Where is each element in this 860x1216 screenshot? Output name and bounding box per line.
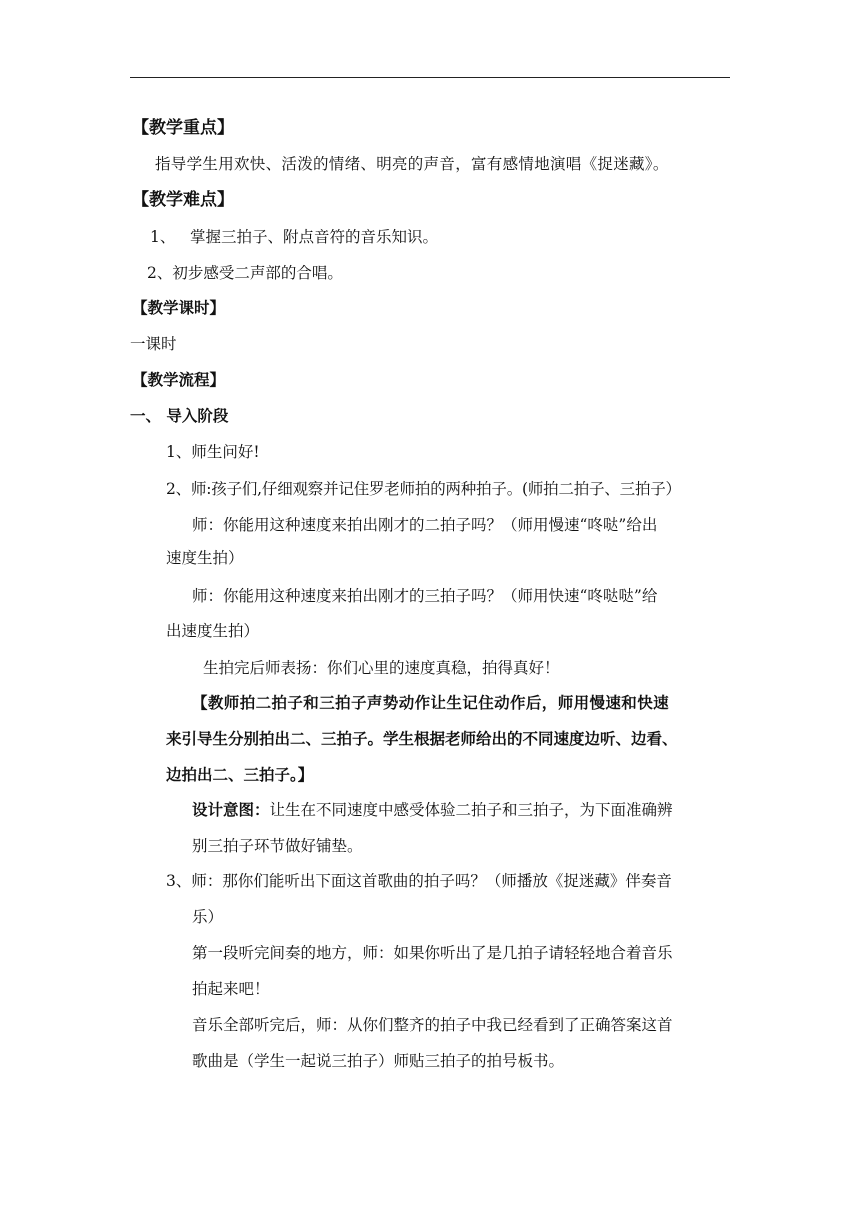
design-intent-line-2: 别三拍子环节做好铺垫。: [192, 837, 363, 855]
difficulty-item-2: 2、初步感受二声部的合唱。: [147, 264, 343, 282]
header-rule: [130, 77, 730, 78]
heading-teaching-focus: 【教学重点】: [132, 118, 234, 138]
heading-class-hours: 【教学课时】: [132, 298, 226, 317]
step-2-praise: 生拍完后师表扬：你们心里的速度真稳，拍得真好！: [203, 659, 560, 677]
step-3-line-1: 3、师：那你们能听出下面这首歌曲的拍子吗？（师播放《捉迷藏》伴奏音: [166, 872, 672, 890]
step-2-question-b-line-2: 出速度生拍）: [166, 622, 260, 640]
difficulty-item-1-number: 1、: [150, 228, 176, 246]
step-3-b-line-1: 音乐全部听完后，师：从你们整齐的拍子中我已经看到了正确答案这首: [192, 1016, 673, 1034]
step-2-question-b-line-1: 师：你能用这种速度来拍出刚才的三拍子吗？（师用快速“咚哒哒”给: [192, 587, 658, 605]
bold-note-line-3: 边拍出二、三拍子。】: [166, 765, 314, 784]
bold-note-line-1: 【教师拍二拍子和三拍子声势动作让生记住动作后，师用慢速和快速: [192, 693, 670, 712]
heading-teaching-process: 【教学流程】: [132, 370, 226, 389]
heading-teaching-difficulty: 【教学难点】: [132, 190, 234, 210]
class-hours-text: 一课时: [130, 335, 177, 353]
design-intent-text: 让生在不同速度中感受体验二拍子和三拍子，为下面准确辨: [269, 801, 673, 819]
step-3-a-line-1: 第一段听完间奏的地方，师：如果你听出了是几拍子请轻轻地合着音乐: [192, 944, 673, 962]
design-intent-line-1: [192, 800, 673, 820]
step-3-a-line-2: 拍起来吧！: [192, 980, 270, 998]
step-2-question-a-line-1: 师：你能用这种速度来拍出刚才的二拍子吗？（师用慢速“咚哒”给出: [192, 516, 658, 534]
step-2-question-a-line-2: 速度生拍）: [166, 549, 244, 567]
section-1-title: 一、 导入阶段: [130, 406, 229, 425]
step-2: 2、师:孩子们,仔细观察并记住罗老师拍的两种拍子。(师拍二拍子、三拍子）: [166, 480, 681, 498]
difficulty-item-1-text: 掌握三拍子、附点音符的音乐知识。: [190, 228, 439, 246]
bold-note-line-2: 来引导生分别拍出二、三拍子。学生根据老师给出的不同速度边听、边看、: [166, 729, 678, 748]
step-1: 1、师生问好!: [166, 443, 260, 461]
step-3-b-line-2: 歌曲是（学生一起说三拍子）师贴三拍子的拍号板书。: [192, 1052, 565, 1070]
teaching-focus-text: 指导学生用欢快、活泼的情绪、明亮的声音，富有感情地演唱《捉迷藏》。: [155, 155, 669, 173]
step-3-line-2: 乐）: [192, 908, 224, 926]
design-intent-label: 设计意图：: [192, 800, 270, 819]
